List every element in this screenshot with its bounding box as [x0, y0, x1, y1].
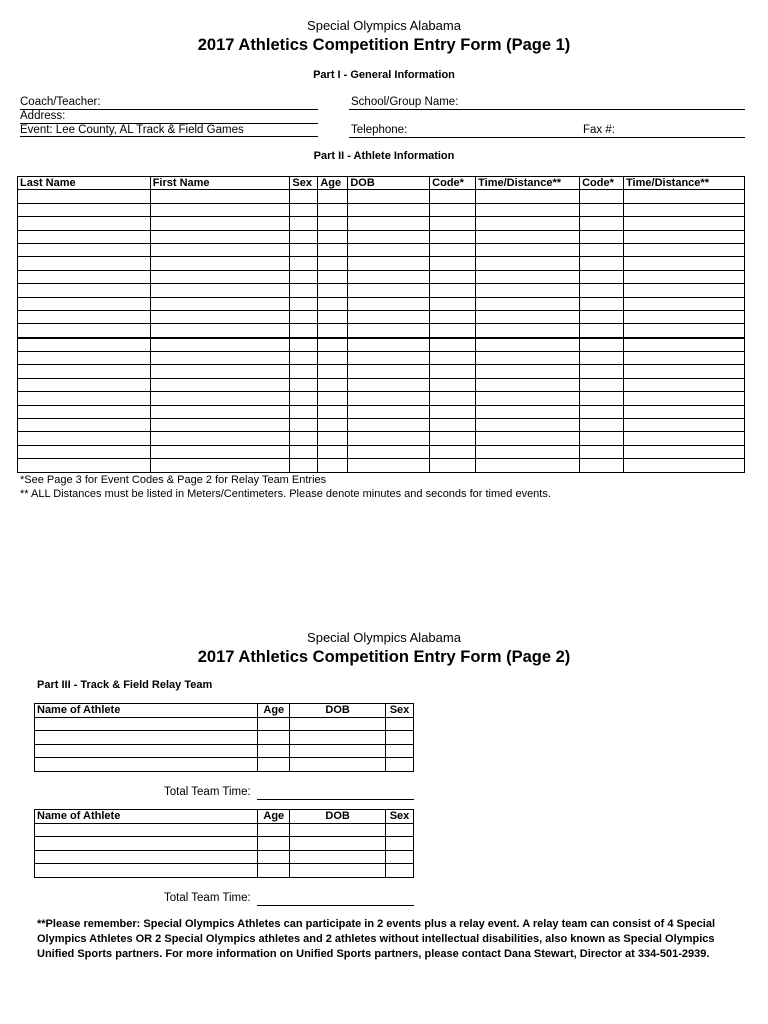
table-cell[interactable] [476, 352, 580, 365]
table-cell[interactable] [476, 392, 580, 405]
telephone-fax-field[interactable] [349, 137, 745, 138]
table-cell[interactable] [476, 270, 580, 283]
table-row [18, 270, 745, 283]
table-cell[interactable] [348, 297, 430, 310]
table-cell[interactable] [430, 352, 476, 365]
table-cell[interactable] [150, 392, 290, 405]
table-cell[interactable] [580, 405, 624, 418]
table-cell[interactable] [348, 432, 430, 445]
table-cell[interactable] [348, 203, 430, 216]
table-cell[interactable] [18, 338, 151, 352]
table-cell[interactable] [35, 744, 258, 758]
table-cell[interactable] [348, 405, 430, 418]
table-cell[interactable] [476, 190, 580, 203]
table-cell[interactable] [258, 758, 290, 772]
total-team-time-label-1: Total Team Time: [164, 786, 251, 798]
relay1-col-dob: DOB [290, 704, 386, 718]
table-cell[interactable] [430, 230, 476, 243]
table-cell[interactable] [348, 445, 430, 458]
total-team-time-field-2[interactable] [257, 905, 414, 906]
table-cell[interactable] [290, 190, 318, 203]
table-cell[interactable] [580, 392, 624, 405]
col-code-1: Code* [430, 177, 476, 190]
table-cell[interactable] [18, 352, 151, 365]
table-cell[interactable] [150, 243, 290, 256]
table-cell[interactable] [430, 338, 476, 352]
table-cell[interactable] [150, 338, 290, 352]
table-cell[interactable] [290, 243, 318, 256]
table-row [35, 744, 414, 758]
table-cell[interactable] [150, 352, 290, 365]
table-row [18, 352, 745, 365]
table-cell[interactable] [476, 378, 580, 391]
table-row [18, 284, 745, 297]
table-cell[interactable] [290, 459, 318, 472]
table-cell[interactable] [290, 432, 318, 445]
table-cell[interactable] [624, 217, 745, 230]
col-last-name: Last Name [18, 177, 151, 190]
table-cell[interactable] [318, 243, 348, 256]
table-cell[interactable] [150, 230, 290, 243]
table-cell[interactable] [258, 744, 290, 758]
table-cell[interactable] [18, 365, 151, 378]
table-cell[interactable] [290, 717, 386, 731]
table-cell[interactable] [580, 190, 624, 203]
table-cell[interactable] [476, 365, 580, 378]
table-cell[interactable] [150, 419, 290, 432]
table-cell[interactable] [318, 217, 348, 230]
table-cell[interactable] [580, 230, 624, 243]
table-cell[interactable] [348, 270, 430, 283]
table-cell[interactable] [258, 850, 290, 864]
table-cell[interactable] [318, 378, 348, 391]
table-cell[interactable] [430, 459, 476, 472]
athlete-table [17, 176, 745, 473]
table-cell[interactable] [580, 419, 624, 432]
table-cell[interactable] [18, 324, 151, 338]
table-cell[interactable] [18, 378, 151, 391]
table-row [18, 432, 745, 445]
athlete-table-header [18, 177, 745, 190]
event-field [20, 136, 318, 137]
table-cell[interactable] [624, 338, 745, 352]
table-cell[interactable] [290, 203, 318, 216]
table-cell[interactable] [476, 445, 580, 458]
table-cell[interactable] [150, 459, 290, 472]
relay2-col-name: Name of Athlete [35, 810, 258, 824]
table-cell[interactable] [624, 459, 745, 472]
table-cell[interactable] [430, 257, 476, 270]
relay2-col-age: Age [258, 810, 290, 824]
table-cell[interactable] [624, 324, 745, 338]
table-row [18, 324, 745, 338]
table-cell[interactable] [290, 270, 318, 283]
table-cell[interactable] [624, 419, 745, 432]
table-cell[interactable] [430, 365, 476, 378]
table-cell[interactable] [476, 297, 580, 310]
table-cell[interactable] [150, 270, 290, 283]
table-cell[interactable] [430, 378, 476, 391]
table-cell[interactable] [150, 217, 290, 230]
table-cell[interactable] [18, 190, 151, 203]
relay-team-table-2 [34, 809, 414, 878]
table-cell[interactable] [318, 270, 348, 283]
table-cell[interactable] [476, 459, 580, 472]
table-cell[interactable] [290, 758, 386, 772]
table-row [35, 731, 414, 745]
table-cell[interactable] [150, 405, 290, 418]
organization-name: Special Olympics Alabama [307, 18, 461, 33]
table-cell[interactable] [18, 217, 151, 230]
table-cell[interactable] [18, 297, 151, 310]
table-cell[interactable] [318, 445, 348, 458]
organization-name-page2: Special Olympics Alabama [307, 630, 461, 645]
table-cell[interactable] [18, 310, 151, 323]
table-cell[interactable] [290, 405, 318, 418]
page-title: 2017 Athletics Competition Entry Form (Page 1) [197, 36, 571, 54]
table-cell[interactable] [18, 203, 151, 216]
relay-reminder-note: **Please remember: Special Olympics Athletes can participate in 2 events plus a relay event. A relay team can consist of 4 Special Olympics Athletes OR 2 Special Olympics athletes and 2 athletes without intellectual disabilities, also known as Special Olympics Unified Sports partners. For more information on Unified Sports partners, please contact Dana Stewart, Director at 334-501-2939. [37, 918, 716, 960]
table-cell[interactable] [150, 203, 290, 216]
table-cell[interactable] [476, 217, 580, 230]
table-cell[interactable] [580, 257, 624, 270]
table-cell[interactable] [290, 297, 318, 310]
footnote-distances: ** ALL Distances must be listed in Meters/Centimeters. Please denote minutes and seconds for timed events. [20, 488, 551, 500]
table-cell[interactable] [348, 338, 430, 352]
table-row [18, 297, 745, 310]
table-cell[interactable] [318, 405, 348, 418]
fax-label: Fax #: [583, 124, 615, 136]
table-cell[interactable] [18, 445, 151, 458]
table-cell[interactable] [18, 243, 151, 256]
table-row [18, 405, 745, 418]
table-cell[interactable] [624, 392, 745, 405]
table-cell[interactable] [150, 310, 290, 323]
table-row [18, 257, 745, 270]
table-cell[interactable] [476, 338, 580, 352]
table-cell[interactable] [290, 352, 318, 365]
table-cell[interactable] [476, 257, 580, 270]
col-code-2: Code* [580, 177, 624, 190]
table-row [35, 823, 414, 837]
relay1-col-name: Name of Athlete [35, 704, 258, 718]
table-cell[interactable] [430, 445, 476, 458]
page2-title: 2017 Athletics Competition Entry Form (Page 2) [197, 648, 571, 666]
table-cell[interactable] [476, 324, 580, 338]
telephone-label: Telephone: [351, 124, 408, 136]
table-cell[interactable] [290, 230, 318, 243]
footnote-event-codes: *See Page 3 for Event Codes & Page 2 for Relay Team Entries [20, 474, 327, 486]
table-cell[interactable] [624, 284, 745, 297]
table-cell[interactable] [580, 203, 624, 216]
table-cell[interactable] [35, 823, 258, 837]
table-cell[interactable] [290, 378, 318, 391]
table-cell[interactable] [348, 419, 430, 432]
table-cell[interactable] [385, 864, 413, 878]
table-cell[interactable] [290, 419, 318, 432]
table-cell[interactable] [476, 432, 580, 445]
table-cell[interactable] [18, 257, 151, 270]
table-cell[interactable] [624, 297, 745, 310]
table-cell[interactable] [624, 230, 745, 243]
table-cell[interactable] [18, 270, 151, 283]
table-cell[interactable] [476, 405, 580, 418]
table-cell[interactable] [318, 432, 348, 445]
table-cell[interactable] [35, 731, 258, 745]
table-cell[interactable] [580, 217, 624, 230]
table-row [18, 310, 745, 323]
table-cell[interactable] [624, 352, 745, 365]
table-cell[interactable] [580, 352, 624, 365]
table-row [18, 190, 745, 203]
table-cell[interactable] [18, 284, 151, 297]
table-cell[interactable] [290, 324, 318, 338]
table-cell[interactable] [318, 324, 348, 338]
table-cell[interactable] [624, 203, 745, 216]
part2-heading: Part II - Athlete Information [313, 150, 455, 162]
table-cell[interactable] [580, 445, 624, 458]
table-cell[interactable] [580, 459, 624, 472]
table-cell[interactable] [290, 445, 318, 458]
col-time-distance-1: Time/Distance** [476, 177, 580, 190]
table-cell[interactable] [580, 378, 624, 391]
table-row [18, 445, 745, 458]
table-row [35, 758, 414, 772]
table-cell[interactable] [318, 230, 348, 243]
col-first-name: First Name [150, 177, 290, 190]
table-cell[interactable] [580, 324, 624, 338]
table-cell[interactable] [624, 257, 745, 270]
table-cell[interactable] [18, 405, 151, 418]
part1-heading: Part I - General Information [313, 69, 455, 81]
table-cell[interactable] [385, 837, 413, 851]
table-cell[interactable] [385, 731, 413, 745]
table-cell[interactable] [476, 203, 580, 216]
col-sex: Sex [290, 177, 318, 190]
table-row [18, 203, 745, 216]
table-cell[interactable] [348, 352, 430, 365]
table-cell[interactable] [385, 823, 413, 837]
table-cell[interactable] [290, 257, 318, 270]
part3-heading: Part III - Track & Field Relay Team [37, 679, 213, 691]
table-cell[interactable] [580, 297, 624, 310]
address-label: Address: [20, 110, 66, 122]
table-cell[interactable] [18, 230, 151, 243]
table-cell[interactable] [318, 203, 348, 216]
table-cell[interactable] [18, 419, 151, 432]
table-row [35, 837, 414, 851]
table-cell[interactable] [150, 378, 290, 391]
table-cell[interactable] [258, 837, 290, 851]
table-cell[interactable] [385, 850, 413, 864]
table-cell[interactable] [348, 392, 430, 405]
table-row [35, 850, 414, 864]
col-time-distance-2: Time/Distance** [624, 177, 745, 190]
relay-team-table-1 [34, 703, 414, 772]
coach-label: Coach/Teacher: [20, 96, 101, 108]
table-cell[interactable] [258, 717, 290, 731]
table-cell[interactable] [18, 392, 151, 405]
table-cell[interactable] [580, 365, 624, 378]
table-cell[interactable] [35, 837, 258, 851]
table-cell[interactable] [150, 297, 290, 310]
table-cell[interactable] [385, 758, 413, 772]
table-cell[interactable] [290, 731, 386, 745]
table-row [18, 378, 745, 391]
table-cell[interactable] [318, 257, 348, 270]
col-dob: DOB [348, 177, 430, 190]
table-row [35, 717, 414, 731]
table-cell[interactable] [290, 850, 386, 864]
table-cell[interactable] [430, 190, 476, 203]
table-row [35, 864, 414, 878]
table-row [18, 459, 745, 472]
event-label: Event: Lee County, AL Track & Field Games [20, 124, 244, 136]
table-cell[interactable] [348, 190, 430, 203]
table-cell[interactable] [476, 230, 580, 243]
table-cell[interactable] [318, 352, 348, 365]
school-label: School/Group Name: [351, 96, 459, 108]
table-cell[interactable] [150, 432, 290, 445]
table-cell[interactable] [348, 217, 430, 230]
table-cell[interactable] [318, 284, 348, 297]
table-cell[interactable] [348, 284, 430, 297]
table-cell[interactable] [624, 270, 745, 283]
table-cell[interactable] [430, 270, 476, 283]
table-cell[interactable] [290, 823, 386, 837]
table-cell[interactable] [290, 338, 318, 352]
table-cell[interactable] [318, 365, 348, 378]
table-cell[interactable] [348, 378, 430, 391]
total-team-time-label-2: Total Team Time: [164, 892, 251, 904]
table-cell[interactable] [290, 392, 318, 405]
table-cell[interactable] [150, 445, 290, 458]
table-cell[interactable] [476, 243, 580, 256]
table-cell[interactable] [318, 190, 348, 203]
table-row [18, 392, 745, 405]
table-cell[interactable] [580, 284, 624, 297]
table-cell[interactable] [35, 864, 258, 878]
table-cell[interactable] [476, 310, 580, 323]
table-cell[interactable] [348, 230, 430, 243]
table-row [18, 338, 745, 352]
table-cell[interactable] [430, 284, 476, 297]
table-cell[interactable] [18, 432, 151, 445]
table-cell[interactable] [290, 217, 318, 230]
table-cell[interactable] [624, 432, 745, 445]
table-cell[interactable] [35, 758, 258, 772]
table-cell[interactable] [580, 432, 624, 445]
table-cell[interactable] [318, 310, 348, 323]
table-cell[interactable] [318, 419, 348, 432]
table-cell[interactable] [290, 365, 318, 378]
table-cell[interactable] [348, 243, 430, 256]
total-team-time-field-1[interactable] [257, 799, 414, 800]
table-cell[interactable] [18, 459, 151, 472]
relay1-col-sex: Sex [385, 704, 413, 718]
table-cell[interactable] [580, 338, 624, 352]
table-cell[interactable] [318, 392, 348, 405]
table-cell[interactable] [430, 203, 476, 216]
relay2-col-sex: Sex [385, 810, 413, 824]
table-cell[interactable] [150, 365, 290, 378]
table-row [18, 365, 745, 378]
table-cell[interactable] [150, 324, 290, 338]
table-cell[interactable] [318, 338, 348, 352]
table-cell[interactable] [430, 392, 476, 405]
table-cell[interactable] [150, 284, 290, 297]
table-cell[interactable] [348, 324, 430, 338]
table-cell[interactable] [290, 837, 386, 851]
table-cell[interactable] [624, 445, 745, 458]
table-cell[interactable] [348, 365, 430, 378]
table-cell[interactable] [290, 310, 318, 323]
table-row [18, 243, 745, 256]
table-cell[interactable] [290, 744, 386, 758]
table-cell[interactable] [624, 365, 745, 378]
table-row [18, 230, 745, 243]
table-cell[interactable] [430, 310, 476, 323]
col-age: Age [318, 177, 348, 190]
table-cell[interactable] [258, 823, 290, 837]
table-cell[interactable] [348, 459, 430, 472]
table-cell[interactable] [290, 864, 386, 878]
table-cell[interactable] [624, 378, 745, 391]
table-cell[interactable] [476, 419, 580, 432]
table-cell[interactable] [385, 744, 413, 758]
table-row [18, 419, 745, 432]
relay2-col-dob: DOB [290, 810, 386, 824]
table-cell[interactable] [385, 717, 413, 731]
school-field[interactable] [349, 109, 745, 110]
table-cell[interactable] [348, 310, 430, 323]
table-cell[interactable] [430, 432, 476, 445]
table-cell[interactable] [430, 243, 476, 256]
relay1-col-age: Age [258, 704, 290, 718]
table-cell[interactable] [624, 190, 745, 203]
table-cell[interactable] [318, 297, 348, 310]
table-cell[interactable] [258, 731, 290, 745]
table-cell[interactable] [430, 324, 476, 338]
table-row [18, 217, 745, 230]
table-cell[interactable] [150, 190, 290, 203]
table-cell[interactable] [624, 243, 745, 256]
table-cell[interactable] [290, 284, 318, 297]
table-cell[interactable] [430, 405, 476, 418]
table-cell[interactable] [318, 459, 348, 472]
table-cell[interactable] [35, 717, 258, 731]
table-cell[interactable] [150, 257, 290, 270]
table-cell[interactable] [430, 419, 476, 432]
table-cell[interactable] [580, 270, 624, 283]
table-cell[interactable] [258, 864, 290, 878]
table-cell[interactable] [35, 850, 258, 864]
table-cell[interactable] [624, 405, 745, 418]
table-cell[interactable] [476, 284, 580, 297]
table-cell[interactable] [580, 310, 624, 323]
table-cell[interactable] [348, 257, 430, 270]
table-cell[interactable] [624, 310, 745, 323]
table-cell[interactable] [430, 217, 476, 230]
table-cell[interactable] [430, 297, 476, 310]
table-cell[interactable] [580, 243, 624, 256]
